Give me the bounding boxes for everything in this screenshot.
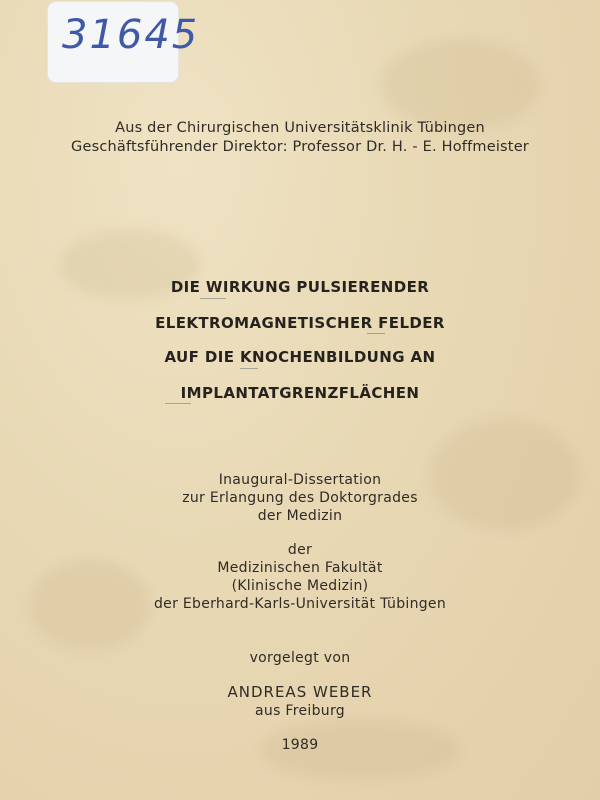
title-line-2: ELEKTROMAGNETISCHER FELDER [155,314,445,332]
pencil-mark [200,298,226,299]
pencil-mark [367,333,385,334]
director-line: Geschäftsführender Direktor: Professor Dr. H. - E. Hoffmeister [71,139,529,155]
title-line-1: DIE WIRKUNG PULSIERENDER [170,278,430,296]
author-name: ANDREAS WEBER [227,683,373,701]
title-line-4: IMPLANTATGRENZFLÄCHEN [180,384,420,402]
dissertation-line-3: der Medizin [257,508,343,524]
paper-stain [380,40,540,130]
dissertation-line-2: zur Erlangung des Doktorgrades [182,490,418,506]
submitted-by-label: vorgelegt von [249,650,351,666]
faculty-line-2: Medizinischen Fakultät [217,560,383,576]
faculty-line-3: (Klinische Medizin) [231,578,369,594]
pencil-mark [165,403,191,404]
institution-line: Aus der Chirurgischen Universitätsklinik Tübingen [115,120,485,136]
faculty-line-4: der Eberhard-Karls-Universität Tübingen [153,596,447,612]
stamp-number: 31645 [62,12,200,58]
pencil-mark [240,368,258,369]
library-stamp [48,2,200,82]
title-line-3: AUF DIE KNOCHENBILDUNG AN [164,348,436,366]
author-origin: aus Freiburg [255,703,345,719]
publication-year: 1989 [281,737,319,753]
dissertation-line-1: Inaugural-Dissertation [218,472,382,488]
faculty-line-1: der [287,542,313,558]
